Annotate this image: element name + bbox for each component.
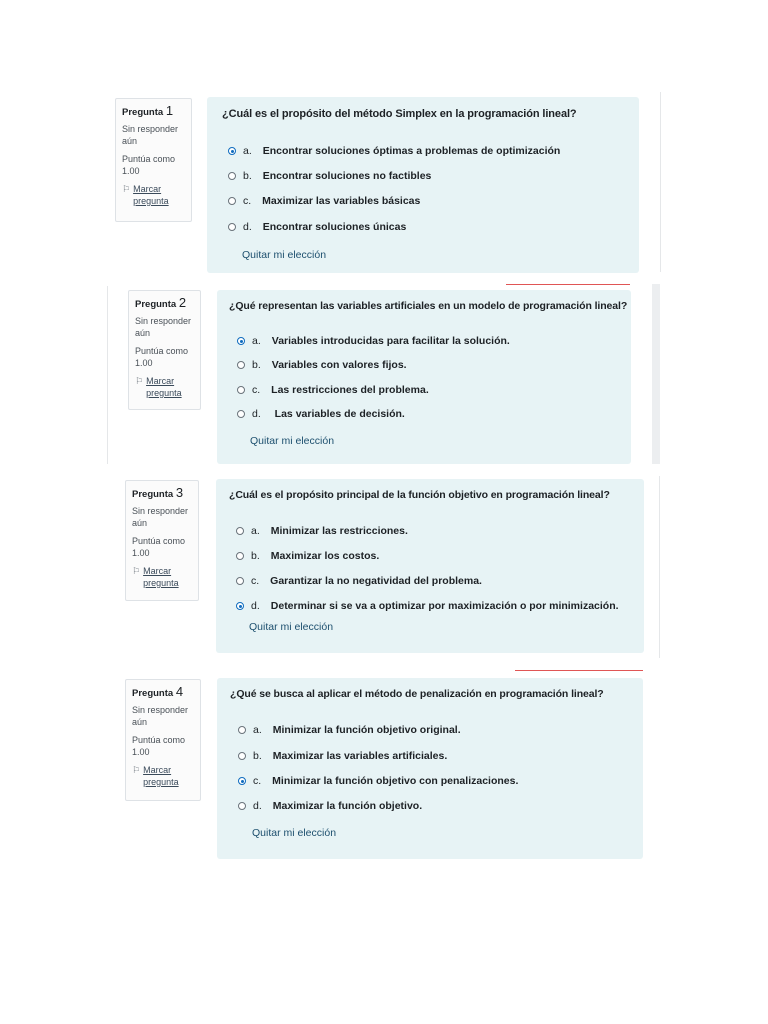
option-letter: a. — [251, 525, 260, 537]
option-letter: b. — [252, 359, 261, 371]
question-state: Sin responder aún — [135, 315, 192, 338]
option-letter: b. — [253, 750, 262, 762]
question-info — [125, 480, 199, 601]
question-content — [207, 97, 639, 273]
answer-option[interactable] — [228, 195, 420, 207]
flag-icon: ⚐ — [135, 375, 144, 386]
question-grade: Puntúa como 1.00 — [132, 734, 186, 757]
flag-icon: ⚐ — [132, 565, 141, 576]
question-state: Sin responder aún — [132, 505, 189, 528]
separator-line — [515, 670, 643, 671]
option-text: Garantizar la no negatividad del problema. — [270, 575, 482, 587]
radio-button[interactable] — [228, 197, 236, 205]
option-text: Maximizar las variables artificiales. — [272, 750, 448, 762]
clear-choice-link[interactable]: Quitar mi elección — [250, 435, 335, 447]
radio-button[interactable] — [238, 777, 246, 785]
answer-option[interactable] — [238, 800, 422, 812]
option-letter: a. — [253, 724, 262, 736]
question-number: Pregunta 3 — [132, 485, 184, 500]
radio-button[interactable] — [236, 577, 244, 585]
question-content — [217, 678, 643, 859]
question-text: ¿Qué representan las variables artificiales en un modelo de programación lineal? — [229, 300, 628, 312]
option-text: Variables introducidas para facilitar la solución. — [271, 335, 510, 347]
option-text: Minimizar las restricciones. — [270, 525, 408, 537]
question-info — [115, 98, 192, 222]
flag-question-link[interactable]: Marcar pregunta — [146, 375, 182, 398]
option-text: Variables con valores fijos. — [271, 359, 407, 371]
answer-option[interactable] — [236, 550, 379, 562]
question-text: ¿Cuál es el propósito del método Simplex en la programación lineal? — [222, 108, 577, 120]
question-state: Sin responder aún — [122, 123, 179, 146]
option-text: Encontrar soluciones no factibles — [262, 170, 432, 182]
edge-line — [107, 286, 108, 464]
question-info — [128, 290, 201, 410]
option-letter: c. — [251, 575, 260, 587]
question-text: ¿Qué se busca al aplicar el método de penalización en programación lineal? — [230, 688, 604, 700]
option-letter: c. — [243, 195, 252, 207]
option-letter: a. — [243, 145, 252, 157]
question-state: Sin responder aún — [132, 704, 189, 727]
question-grade: Puntúa como 1.00 — [132, 535, 186, 558]
clear-choice-link[interactable]: Quitar mi elección — [252, 827, 337, 839]
answer-option[interactable] — [237, 335, 510, 347]
option-text: Minimizar la función objetivo con penalizaciones. — [272, 775, 519, 787]
question-grade: Puntúa como 1.00 — [135, 345, 189, 368]
flag-icon: ⚐ — [122, 183, 131, 194]
separator-line — [506, 284, 630, 285]
answer-option[interactable] — [238, 750, 447, 762]
option-text: Maximizar las variables básicas — [262, 195, 421, 207]
edge-strip — [652, 284, 660, 464]
radio-button[interactable] — [236, 552, 244, 560]
radio-button[interactable] — [237, 361, 245, 369]
flag-question-link[interactable]: Marcar pregunta — [143, 764, 179, 787]
option-letter: c. — [252, 384, 261, 396]
option-text: Maximizar los costos. — [270, 550, 380, 562]
question-number: Pregunta 2 — [135, 295, 187, 310]
radio-button[interactable] — [237, 337, 245, 345]
answer-option[interactable] — [237, 359, 407, 371]
answer-option[interactable] — [228, 221, 406, 233]
answer-option[interactable] — [228, 145, 560, 157]
answer-option[interactable] — [238, 775, 518, 787]
option-letter: a. — [252, 335, 261, 347]
answer-option[interactable] — [237, 408, 405, 420]
radio-button[interactable] — [237, 386, 245, 394]
option-letter: d. — [251, 600, 260, 612]
radio-button[interactable] — [228, 147, 236, 155]
radio-button[interactable] — [238, 752, 246, 760]
option-text: Maximizar la función objetivo. — [272, 800, 423, 812]
radio-button[interactable] — [228, 172, 236, 180]
option-letter: b. — [251, 550, 260, 562]
option-text: Las restricciones del problema. — [271, 384, 429, 396]
edge-line — [660, 92, 661, 272]
radio-button[interactable] — [237, 410, 245, 418]
radio-button[interactable] — [238, 802, 246, 810]
flag-question-link[interactable]: Marcar pregunta — [143, 565, 179, 588]
answer-option[interactable] — [236, 600, 619, 612]
question-number: Pregunta 1 — [122, 103, 174, 118]
option-letter: d. — [243, 221, 252, 233]
clear-choice-link[interactable]: Quitar mi elección — [242, 249, 327, 261]
radio-button[interactable] — [238, 726, 246, 734]
radio-button[interactable] — [236, 602, 244, 610]
question-content — [217, 290, 631, 464]
clear-choice-link[interactable]: Quitar mi elección — [249, 621, 334, 633]
question-number: Pregunta 4 — [132, 684, 184, 699]
flag-icon: ⚐ — [132, 764, 141, 775]
radio-button[interactable] — [236, 527, 244, 535]
question-content — [216, 479, 644, 653]
answer-option[interactable] — [228, 170, 431, 182]
question-info — [125, 679, 201, 801]
radio-button[interactable] — [228, 223, 236, 231]
question-text: ¿Cuál es el propósito principal de la función objetivo en programación lineal? — [229, 489, 610, 501]
option-text: Las variables de decisión. — [271, 408, 405, 420]
option-letter: d. — [252, 408, 261, 420]
answer-option[interactable] — [238, 724, 461, 736]
answer-option[interactable] — [236, 525, 408, 537]
answer-option[interactable] — [237, 384, 429, 396]
option-letter: c. — [253, 775, 262, 787]
option-text: Minimizar la función objetivo original. — [272, 724, 461, 736]
option-text: Determinar si se va a optimizar por maximización o por minimización. — [270, 600, 619, 612]
option-text: Encontrar soluciones óptimas a problemas de optimización — [262, 145, 561, 157]
flag-question-link[interactable]: Marcar pregunta — [133, 183, 169, 206]
option-letter: b. — [243, 170, 252, 182]
question-grade: Puntúa como 1.00 — [122, 153, 176, 176]
option-text: Encontrar soluciones únicas — [262, 221, 407, 233]
option-letter: d. — [253, 800, 262, 812]
answer-option[interactable] — [236, 575, 482, 587]
edge-line — [659, 476, 660, 658]
